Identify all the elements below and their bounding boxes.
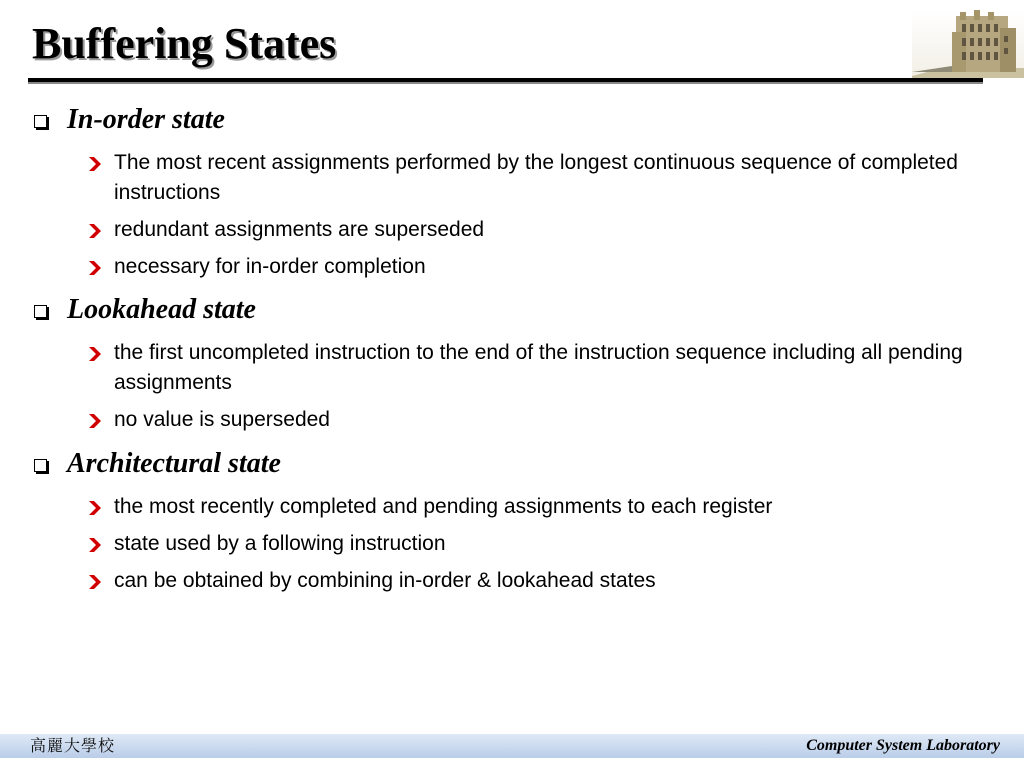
chevron-right-icon <box>86 500 102 516</box>
chevron-right-icon <box>86 574 102 590</box>
chevron-right-icon <box>86 156 102 172</box>
section-heading-in-order: In-order state <box>34 104 225 136</box>
footer-bar <box>0 734 1024 758</box>
list-item: the most recently completed and pending assignments to each register <box>86 492 996 522</box>
list-item: can be obtained by combining in-order & lookahead states <box>86 566 996 596</box>
chevron-right-icon <box>86 260 102 276</box>
list-item: The most recent assignments performed by the longest continuous sequence of completed instructions <box>86 148 996 208</box>
chevron-right-icon <box>86 346 102 362</box>
list-item: necessary for in-order completion <box>86 252 996 282</box>
chevron-right-icon <box>86 413 102 429</box>
list-item: redundant assignments are superseded <box>86 215 996 245</box>
page-title: Buffering States <box>32 19 337 68</box>
list-item: state used by a following instruction <box>86 529 996 559</box>
list-item: no value is superseded <box>86 405 996 435</box>
chevron-right-icon <box>86 223 102 239</box>
hollow-square-icon <box>34 305 47 318</box>
building-icon <box>912 10 1024 78</box>
section-heading-lookahead: Lookahead state <box>34 294 256 326</box>
hollow-square-icon <box>34 459 47 472</box>
section-heading-architectural: Architectural state <box>34 448 281 480</box>
hollow-square-icon <box>34 115 47 128</box>
university-name: 高麗大學校 <box>30 736 116 755</box>
chevron-right-icon <box>86 537 102 553</box>
lab-name: Computer System Laboratory <box>806 737 1000 754</box>
title-divider <box>28 78 983 82</box>
list-item: the first uncompleted instruction to the end of the instruction sequence including all pending assignments <box>86 338 996 398</box>
